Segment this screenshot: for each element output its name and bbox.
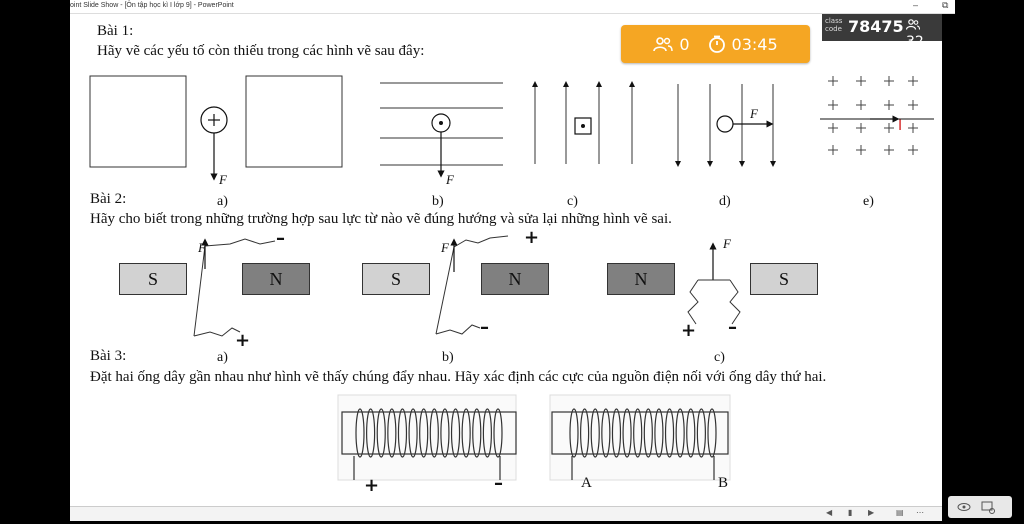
coil1-minus-terminal: – (494, 473, 503, 494)
next-slide-button[interactable]: ▶ (868, 508, 875, 517)
fig-a-magnet-left (90, 76, 186, 167)
fig-e-label: e) (863, 194, 874, 209)
fig-a-force-label: F (219, 172, 227, 187)
coil-2 (550, 395, 730, 480)
fig2b-force-label: F (441, 240, 449, 255)
fig2b-magnet-s: S (362, 263, 430, 295)
eye-icon[interactable] (948, 496, 1012, 518)
timer-time: 03:45 (731, 34, 778, 54)
users-count-wrap (906, 18, 942, 50)
fig2a-label: a) (217, 350, 228, 365)
participants-count: 0 (679, 34, 690, 54)
window-title: oint Slide Show - [Ôn tập học kì I lớp 9] - PowerPoint (70, 2, 234, 9)
class-code: 78475 (848, 17, 904, 36)
slide-canvas (70, 14, 942, 506)
fig-b-label: b) (432, 194, 444, 209)
window-titlebar (70, 0, 955, 14)
coil2-terminal-b: B (718, 475, 729, 491)
fig-a-magnet-right (246, 76, 342, 167)
class-code-widget (822, 14, 942, 50)
bai1-prompt: Hãy vẽ các yếu tố còn thiếu trong các hình vẽ sau đây: (97, 43, 425, 59)
fig2b-magnet-n: N (481, 263, 549, 295)
bai1-figures (70, 14, 942, 506)
fig2a-force-label: F (198, 240, 206, 255)
slide-menu-button[interactable]: ⋯ (916, 508, 924, 517)
fig-d-label: d) (719, 194, 731, 209)
bai2-heading: Bài 2: (90, 191, 127, 207)
view-controls (948, 496, 1012, 518)
fig-c-label: c) (567, 194, 578, 209)
fig2c-magnet-s: S (750, 263, 818, 295)
coil2-terminal-a: A (581, 475, 592, 491)
fig2c-sign-right: – (728, 317, 737, 338)
fig-d-force-label: F (750, 106, 758, 121)
fig2c-label: c) (714, 350, 725, 365)
fig2b-sign-top: + (524, 227, 540, 248)
timer-widget[interactable] (621, 25, 810, 63)
fig2b-sign-bottom: – (480, 317, 489, 338)
fig2c-magnet-n: N (607, 263, 675, 295)
fig2a-wire (194, 246, 205, 336)
fig2a-magnet-n: N (242, 263, 310, 295)
bai3-heading: Bài 3: (90, 348, 127, 364)
fig-a-label: a) (217, 194, 228, 209)
bai1-heading: Bài 1: (97, 23, 134, 39)
fig2c-wire-left (688, 280, 698, 324)
pause-icon[interactable]: ▮ (848, 508, 853, 517)
fig2a-magnet-s: S (119, 263, 187, 295)
fig-e-current-label: I (898, 118, 903, 134)
fig-b-force-label: F (446, 172, 454, 187)
bai3-prompt: Đặt hai ống dây gần nhau như hình vẽ thấy chúng đẩy nhau. Hãy xác định các cực của nguồn điện nối với ống dây thứ hai. (90, 369, 827, 385)
fig2c-sign-left: + (681, 320, 697, 341)
fig-d-conductor (717, 116, 733, 132)
slideshow-toolbar (70, 506, 942, 521)
users-count: 32 (906, 34, 924, 50)
participants-icon (653, 36, 673, 52)
fig2b-label: b) (442, 350, 454, 365)
prev-slide-button[interactable]: ◀ (826, 508, 833, 517)
class-code-caption: class code (825, 17, 843, 33)
bai2-prompt: Hãy cho biết trong những trường hợp sau lực từ nào vẽ đúng hướng và sửa lại những hình vẽ sai. (90, 211, 672, 227)
fig2b-wire (436, 247, 454, 334)
fig2c-force-label: F (723, 236, 731, 251)
normal-view-icon[interactable]: ▤ (896, 508, 904, 517)
fig-e-field-plus-signs (828, 76, 918, 155)
restore-button[interactable]: ⧉ (942, 0, 949, 10)
coil-1 (338, 395, 516, 480)
fig2a-sign-top: – (276, 228, 285, 249)
coil1-plus-terminal: + (364, 475, 380, 496)
minimize-button[interactable]: – (913, 0, 919, 10)
fig2a-wire-top (205, 239, 275, 246)
users-icon (906, 19, 920, 30)
fig2a-sign-bottom: + (235, 330, 251, 351)
stopwatch-icon (708, 35, 726, 53)
